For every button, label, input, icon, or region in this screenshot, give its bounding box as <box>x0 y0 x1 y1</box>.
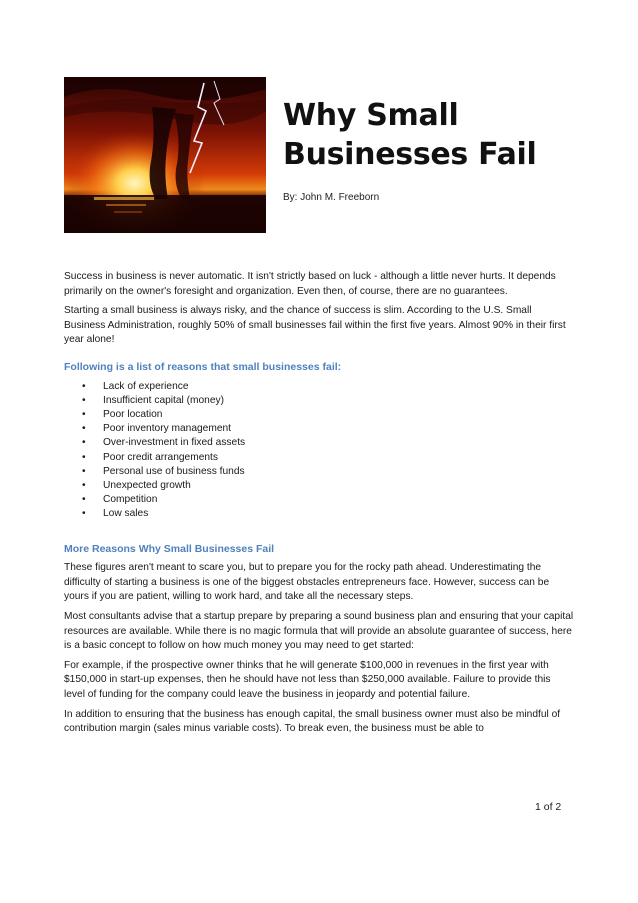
stormy-sunset-waterspout-image <box>64 77 266 233</box>
more-paragraph-4: In addition to ensuring that the business has enough capital, the small business owner must also be mindful of contribution margin (sales minus variable costs). To break even, the business must be able to <box>64 708 561 735</box>
reasons-list <box>64 380 574 522</box>
author-byline: By: John M. Freeborn <box>283 192 380 203</box>
page-number: 1 of 2 <box>535 801 562 813</box>
list-item: • Unexpected growth <box>103 479 574 493</box>
article-body <box>64 270 574 742</box>
more-paragraph-1: These figures aren't meant to scare you, but to prepare you for the rocky path ahead. Underestimating the difficulty of starting a business is one of the biggest obstacles entrepreneurs face. However, success can be yours if you are patient, willing to work hard, and take all the necessary steps. <box>64 562 550 603</box>
list-item: • Competition <box>103 493 574 507</box>
reasons-heading: Following is a list of reasons that small businesses fail: <box>64 360 342 373</box>
title-line-1: Why Small <box>283 98 459 133</box>
more-paragraph-3: For example, if the prospective owner thinks that he will generate $100,000 in revenues in the first year with $150,000 in start-up expenses, then he should have not less than $250,000 available. Failure to provide this level of funding for the company could leave the business in jeopardy and potential failure. <box>64 659 551 700</box>
list-item: • Personal use of business funds <box>103 465 574 479</box>
title-line-2: Businesses Fail <box>283 137 537 172</box>
more-paragraph-2: Most consultants advise that a startup prepare by preparing a sound business plan and ensuring that your capital resources are available. While there is no magic formula that will provide an absolute guarantee of success, here is a basic concept to follow on how much money you may need to get started: <box>64 610 574 652</box>
list-item: • Poor credit arrangements <box>103 451 574 465</box>
page-title <box>283 96 536 174</box>
list-item: • Poor location <box>103 408 574 422</box>
hero-image <box>64 77 266 233</box>
list-item: • Lack of experience <box>103 380 574 394</box>
more-reasons-heading: More Reasons Why Small Businesses Fail <box>64 542 275 555</box>
list-item: • Low sales <box>103 507 574 521</box>
list-item: • Insufficient capital (money) <box>103 394 574 408</box>
intro-paragraph-2: Starting a small business is always risky, and the chance of success is slim. According to the U.S. Small Business Administration, roughly 50% of small businesses fail within the first five years. Almost 90% in their first year alone! <box>64 305 566 346</box>
intro-paragraph-1: Success in business is never automatic. It isn't strictly based on luck - although a little never hurts. It depends primarily on the owner's foresight and organization. Even then, of course, there are no guarantees. <box>64 271 556 297</box>
list-item: • Over-investment in fixed assets <box>103 436 574 450</box>
list-item: • Poor inventory management <box>103 422 574 436</box>
